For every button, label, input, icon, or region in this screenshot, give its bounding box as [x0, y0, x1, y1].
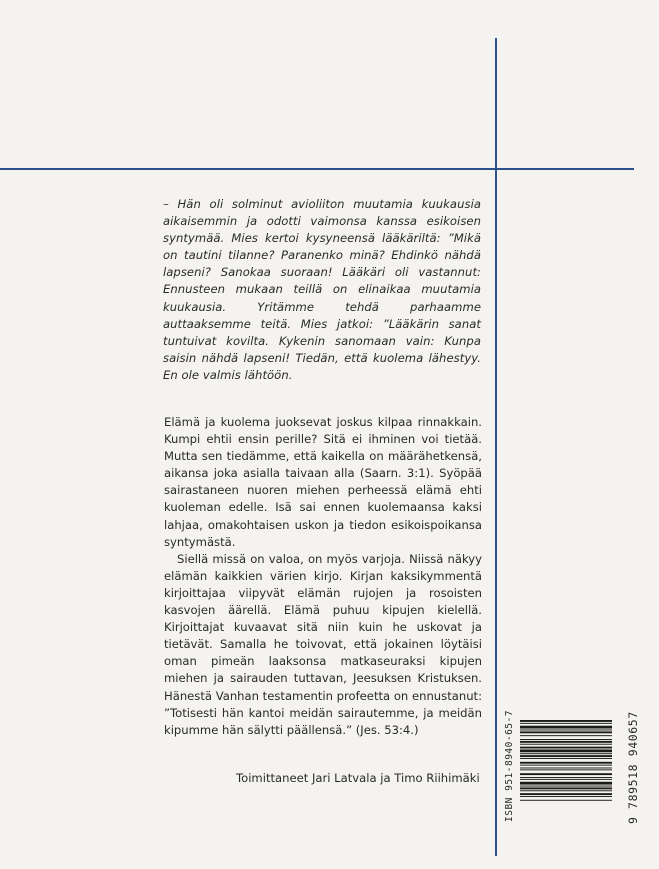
body-text: [164, 414, 482, 739]
vertical-blue-rule: [495, 38, 497, 856]
isbn-label: ISBN 951-8940-65-7: [504, 710, 515, 822]
body-paragraph-2: Siellä missä on valoa, on myös varjoja. Niissä näkyy elämän kaikkien värien kirjo. Kirjan kaksikymmentä kirjoittajaa viipyvät elämän rujojen ja rosoisten kasvojen äärellä. Elämä puhuu kipujen kielellä. Kirjoittajat kuvaavat sitä niin kuin he uskovat ja tietävät. Samalla he toivovat, että jokainen löytäisi oman pimeän laaksonsa matkaseuraksi kipujen miehen ja sairauden tuttavan, Jeesuksen Kristuksen. Hänestä Vanhan testamentin profeetta on ennustanut: ”Totisesti hän kantoi meidän sairautemme, ja meidän kipumme hän sälytti päällensä.” (Jes. 53:4.): [164, 551, 482, 737]
barcode-icon: [500, 718, 628, 824]
ean-digits: 9 789518 940657: [626, 711, 640, 824]
body-paragraph-1: Elämä ja kuolema juoksevat joskus kilpaa rinnakkain. Kumpi ehtii ensin perille? Sitä ei ihminen voi tietää. Mutta sen tiedämme, että kaikella on määrähetkensä, aikansa joka asialla taivaan alla (Saarn. 3:1). Syöpää sairastaneen nuoren miehen perheessä elämä ehti kuoleman edelle. Isä sai ennen kuolemaansa kaksi lahjaa, omakohtaisen uskon ja tiedon esikoispoikansa syntymästä.: [164, 415, 482, 549]
italic-quote-paragraph: – Hän oli solminut avioliiton muutamia kuukausia aikaisemmin ja odotti vaimonsa kanssa esikoisen syntymää. Mies kertoi kysyneensä lääkäriltä: ”Mikä on tautini tilanne? Paranenko minä? Ehdinkö nähdä lapseni? Sanokaa suoraan! Lääkäri oli vastannut: Ennusteen mukaan teillä on elinaikaa muutamia kuukausia. Yritämme tehdä parhaamme auttaaksemme teitä. Mies jatkoi: ”Lääkärin sanat tuntuivat kovilta. Kykenin sanomaan vain: Kunpa saisin nähdä lapseni! Tiedän, että kuolema lähestyy. En ole valmis lähtöön.: [163, 197, 481, 382]
editors-credit: Toimittaneet Jari Latvala ja Timo Riihimäki: [236, 771, 480, 785]
horizontal-blue-rule: [0, 168, 634, 170]
